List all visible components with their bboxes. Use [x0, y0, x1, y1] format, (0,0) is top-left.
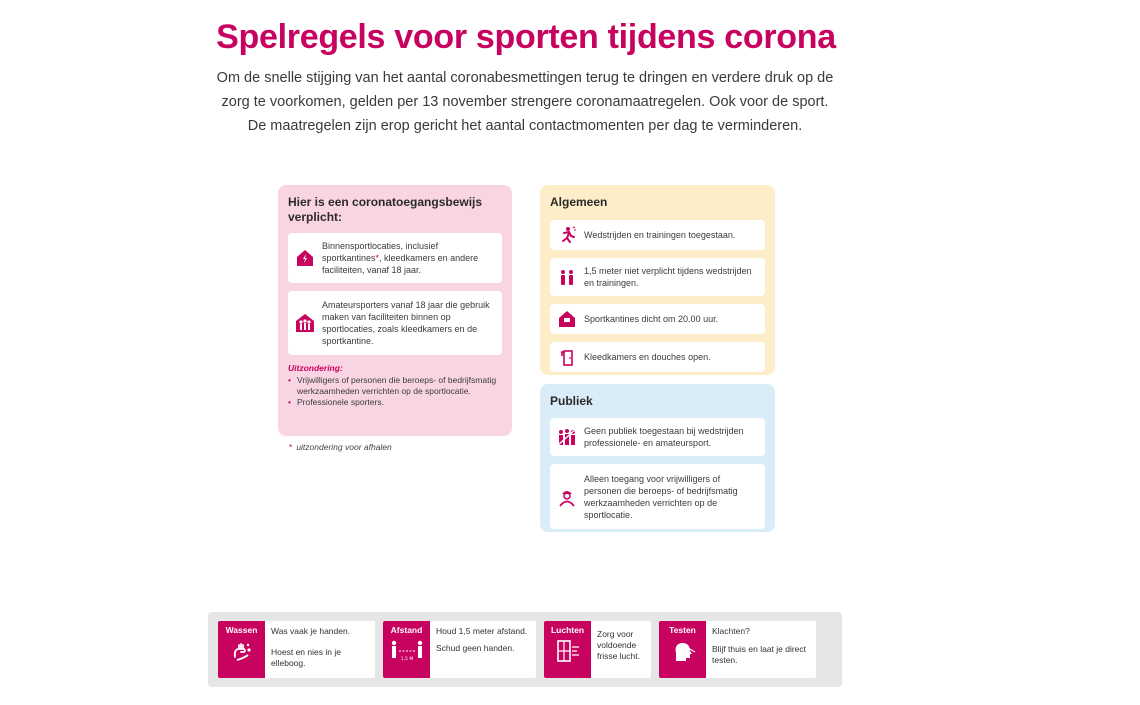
- group-building-icon: [294, 313, 316, 333]
- rule-tile-distance: [383, 621, 536, 678]
- rule-label: Testen: [669, 625, 696, 635]
- pass-card-text: Binnensportlocaties, inclusief sportkantines*, kleedkamers en andere faciliteiten, vanaf 18 jaar.: [322, 241, 479, 275]
- distance-icon-label: 1,5 M: [400, 657, 413, 662]
- hands-wash-icon: [230, 639, 254, 668]
- general-item-text: 1,5 meter niet verplicht tijdens wedstrijden en trainingen.: [584, 266, 752, 288]
- rule-label: Luchten: [550, 625, 585, 635]
- pass-card-indoor: [288, 233, 502, 283]
- rule-text: Hoest en nies in je elleboog.: [271, 647, 341, 668]
- rule-text: Schud geen handen.: [436, 643, 515, 653]
- shower-icon: [556, 348, 578, 366]
- crowd-icon: [556, 428, 578, 446]
- window-icon: [555, 639, 581, 668]
- pass-panel-title: Hier is een coronatoegangsbewijs verplicht:: [288, 195, 483, 224]
- rule-text: Klachten?: [712, 626, 750, 636]
- intro-line: De maatregelen zijn erop gericht het aantal contactmomenten per dag te verminderen.: [247, 118, 803, 134]
- public-item-text: Alleen toegang voor vrijwilligers of personen die beroeps- of bedrijfsmatig werkzaamheden verrichten op de sportlocatie.: [584, 473, 738, 520]
- intro-line: Om de snelle stijging van het aantal coronabesmettingen terug te dringen en verdere druk op de: [216, 70, 834, 86]
- general-panel: [540, 185, 775, 375]
- footnote: * uitzondering voor afhalen: [289, 442, 392, 452]
- basic-rules-bar: [208, 612, 842, 687]
- pass-card-amateurs: [288, 291, 502, 355]
- public-panel-title: Publiek: [550, 394, 593, 408]
- exception-list: [288, 375, 502, 408]
- rule-text: Houd 1,5 meter afstand.: [436, 626, 528, 636]
- rule-label: Afstand: [390, 625, 423, 635]
- list-item: • Vrijwilligers of personen die beroeps- of bedrijfsmatig werkzaamheden verrichten op de sportlocatie.: [288, 375, 502, 397]
- public-item-volunteers: [550, 464, 765, 529]
- distance-icon: [388, 639, 426, 668]
- general-panel-title: Algemeen: [550, 195, 608, 209]
- pass-required-panel: [278, 185, 512, 436]
- general-item-text: Wedstrijden en trainingen toegestaan.: [584, 230, 736, 240]
- house-icon: [556, 310, 578, 328]
- public-item-no-audience: [550, 418, 765, 456]
- rule-label: Wassen: [225, 625, 258, 635]
- rule-text: Zorg voor voldoende frisse lucht.: [597, 629, 640, 661]
- public-panel: [540, 384, 775, 532]
- general-item-matches: [550, 220, 765, 250]
- pass-card-text: Amateursporters vanaf 18 jaar die gebruik maken van faciliteiten binnen op sportlocaties, zoals kleedkamers en de sportkantine.: [322, 300, 490, 346]
- asterisk: *: [375, 253, 380, 263]
- rule-text: Blijf thuis en laat je direct testen.: [712, 644, 807, 665]
- general-item-text: Kleedkamers en douches open.: [584, 352, 711, 362]
- rule-tile-test: [659, 621, 816, 678]
- exception-title: Uitzondering:: [288, 363, 343, 373]
- general-item-showers: [550, 342, 765, 372]
- intro-text: [205, 66, 845, 138]
- two-people-icon: [556, 268, 578, 286]
- rule-text: Was vaak je handen.: [271, 626, 351, 636]
- worker-icon: [556, 487, 578, 507]
- rule-tile-ventilate: [544, 621, 651, 678]
- list-item: • Professionele sporters.: [288, 397, 502, 408]
- intro-line: zorg te voorkomen, gelden per 13 november strengere coronamaatregelen. Ook voor de sport.: [221, 94, 829, 110]
- general-item-text: Sportkantines dicht om 20.00 uur.: [584, 314, 719, 324]
- general-item-distance: [550, 258, 765, 296]
- rule-tile-wash: [218, 621, 375, 678]
- public-item-text: Geen publiek toegestaan bij wedstrijden professionele- en amateursport.: [584, 426, 744, 448]
- page-title: Spelregels voor sporten tijdens corona: [216, 18, 836, 56]
- general-item-canteen: [550, 304, 765, 334]
- building-icon: [294, 248, 316, 268]
- head-icon: [670, 639, 696, 670]
- runner-icon: [556, 226, 578, 244]
